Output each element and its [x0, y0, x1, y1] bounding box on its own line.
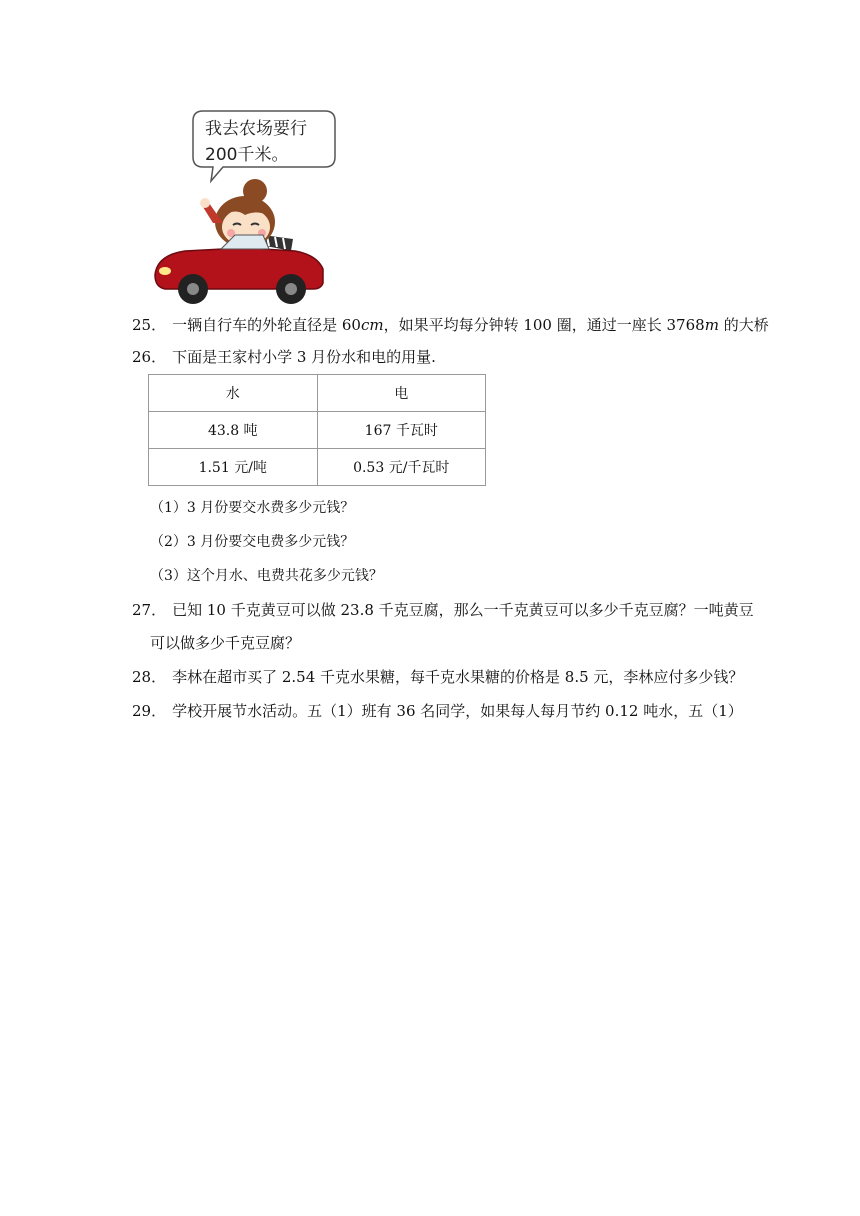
question-29-number: 29． [132, 702, 167, 720]
question-25 [132, 315, 769, 335]
speech-bubble-line-2: 200千米。 [205, 145, 289, 165]
question-25-text-b: ，如果平均每分钟转 100 圈，通过一座长 3768 [383, 316, 705, 334]
question-28-number: 28． [132, 668, 167, 686]
question-25-number: 25． [132, 316, 167, 334]
table-header-water: 水 [149, 375, 318, 412]
speech-bubble-text [205, 116, 325, 168]
table-row [149, 412, 486, 449]
question-26-number: 26． [132, 348, 167, 366]
question-27-line-1: 已知 10 千克黄豆可以做 23.8 千克豆腐，那么一千克黄豆可以多少千克豆腐？一吨黄豆 [172, 601, 754, 619]
table-cell-water-price: 1.51 元/吨 [149, 449, 318, 486]
question-25-unit-cm: cm [360, 316, 384, 334]
table-row [149, 449, 486, 486]
question-26-sub-2: （2）3 月份要交电费多少元钱？ [150, 534, 355, 550]
question-26-sub-3: （3）这个月水、电费共花多少元钱？ [150, 568, 383, 584]
speech-bubble-line-1: 我去农场要行 [205, 119, 307, 139]
question-27-number: 27． [132, 601, 167, 619]
table-header-electricity: 电 [317, 375, 486, 412]
table-cell-electricity-price: 0.53 元/千瓦时 [317, 449, 486, 486]
question-28 [132, 667, 743, 687]
question-29 [132, 701, 743, 721]
question-26-sub-1: （1）3 月份要交水费多少元钱？ [150, 500, 355, 516]
question-28-text: 李林在超市买了 2.54 千克水果糖，每千克水果糖的价格是 8.5 元，李林应付多少钱？ [172, 668, 744, 686]
water-electricity-table [148, 374, 486, 486]
table-cell-electricity-amount: 167 千瓦时 [317, 412, 486, 449]
question-27 [132, 600, 754, 620]
question-29-text: 学校开展节水活动。五（1）班有 36 名同学，如果每人每月节约 0.12 吨水，五（1） [172, 702, 743, 720]
table-header-row [149, 375, 486, 412]
table-cell-water-amount: 43.8 吨 [149, 412, 318, 449]
question-26-text: 下面是王家村小学 3 月份水和电的用量. [172, 348, 436, 366]
question-26 [132, 347, 436, 367]
question-27-line-2: 可以做多少千克豆腐？ [150, 634, 301, 652]
question-25-text-c: 的大桥 [718, 316, 769, 334]
question-25-text-a: 一辆自行车的外轮直径是 60 [172, 316, 361, 334]
question-25-unit-m: m [704, 316, 719, 334]
